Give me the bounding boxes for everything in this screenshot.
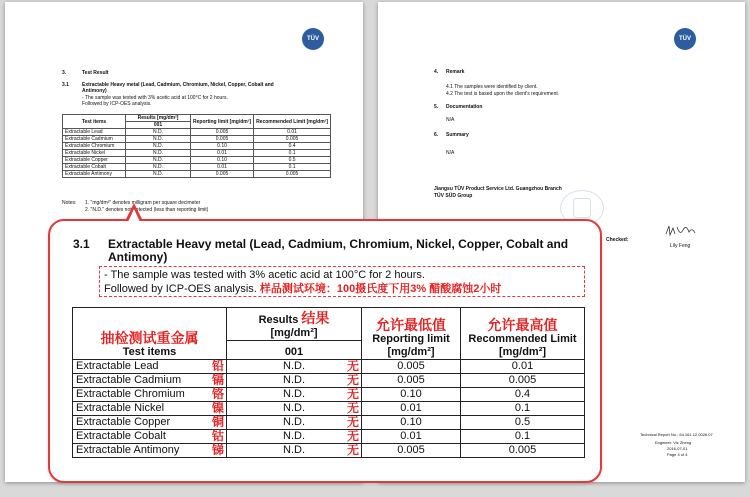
cell-result: N.D. [126, 129, 191, 136]
table-row [63, 164, 331, 171]
cell-rl: 0.10 [191, 157, 254, 164]
header-results-en: Results [258, 314, 299, 326]
header-recommended-limit [461, 308, 585, 360]
checked-label: Checked: [606, 237, 629, 243]
cell-item-en: Extractable Cadmium [76, 374, 182, 386]
header-reporting-limit-cn: 允许最低值 [376, 317, 446, 333]
notes-line-2: 2. "N.D." denotes not detected (less than reporting limit) [85, 207, 209, 213]
header-recommended-limit: Recommended Limit [mg/dm²] [254, 115, 331, 129]
cell-result [227, 374, 362, 388]
header-recommended-limit-unit: [mg/dm²] [498, 346, 547, 358]
cell-result [227, 402, 362, 416]
callout-section-title: Extractable Heavy metal (Lead, Cadmium, Chromium, Nickel, Copper, Cobalt and Antimony) [108, 237, 569, 264]
cell-item [73, 388, 227, 402]
cell-result: N.D. [126, 164, 191, 171]
table-row [73, 416, 585, 430]
header-test-items-en: Test items [122, 346, 177, 358]
cell-item-en: Extractable Copper [76, 416, 171, 428]
cell-result-en: N.D. [283, 374, 305, 386]
header-sample-id: 001 [227, 341, 362, 360]
cell-limit: 0.005 [461, 374, 585, 388]
documentation-number: 5. [434, 104, 439, 110]
cell-item-en: Extractable Chromium [76, 388, 185, 400]
table-row [73, 388, 585, 402]
table-row [63, 157, 331, 164]
test-note-1: - The sample was tested with 3% acetic acid at 100°C for 2 hours. [82, 95, 228, 101]
header-reporting-limit-unit: [mg/dm²] [387, 346, 435, 358]
cell-item-cn: 钴 [211, 429, 224, 443]
cell-limit: 0.1 [254, 150, 331, 157]
documentation-title: Documentation [446, 104, 483, 110]
table-row [63, 143, 331, 150]
footer-date: 2016-07-01 [667, 446, 688, 451]
table-row [63, 150, 331, 157]
cell-result-en: N.D. [283, 402, 305, 414]
company-group: TÜV SÜD Group [434, 193, 473, 199]
callout-section-number: 3.1 [73, 237, 90, 251]
test-note-2: Followed by ICP-OES analysis. [82, 101, 152, 107]
cell-item-cn: 镍 [211, 401, 224, 415]
tuv-logo-icon: TÜV SÜD [674, 28, 696, 50]
cell-limit: 0.4 [254, 143, 331, 150]
cell-item: Extractable Nickel [63, 150, 126, 157]
checker-name: Lily Feng [670, 243, 691, 249]
header-test-items: Test items [63, 115, 126, 129]
cell-item [73, 416, 227, 430]
company-name: Jiangsu TÜV Product Service Ltd. Guangzhou Branch [434, 186, 562, 192]
results-table [72, 307, 585, 458]
cell-limit: 0.1 [254, 164, 331, 171]
cell-rl: 0.005 [191, 129, 254, 136]
cell-item: Extractable Antimony [63, 171, 126, 178]
cell-result: N.D. [126, 157, 191, 164]
cell-result-cn: 无 [346, 401, 359, 415]
cell-item-en: Extractable Nickel [76, 402, 165, 414]
cell-result-en: N.D. [283, 360, 305, 372]
remark-line-1: 4.1 The samples were identified by client. [446, 84, 538, 90]
cell-limit: 0.4 [461, 388, 585, 402]
table-row [73, 374, 585, 388]
cell-result [227, 430, 362, 444]
cell-result-cn: 无 [346, 443, 359, 457]
results-table-small [62, 114, 331, 178]
cell-result-cn: 无 [346, 359, 359, 373]
cell-item: Extractable Copper [63, 157, 126, 164]
cell-result-en: N.D. [283, 444, 305, 456]
cell-limit: 0.01 [461, 360, 585, 374]
footer-engineer: Engineer: Viz Zheng [655, 440, 692, 445]
cell-result-cn: 无 [346, 415, 359, 429]
cell-limit: 0.005 [461, 444, 585, 458]
cell-result-cn: 无 [346, 429, 359, 443]
table-row [63, 136, 331, 143]
table-row [73, 444, 585, 458]
cell-item: Extractable Cadmium [63, 136, 126, 143]
table-row [63, 129, 331, 136]
cell-rl: 0.01 [362, 402, 461, 416]
cell-result-en: N.D. [283, 388, 305, 400]
cell-rl: 0.01 [362, 430, 461, 444]
header-test-items-cn: 抽检测试重金属 [100, 330, 199, 346]
cell-limit: 0.5 [461, 416, 585, 430]
cell-item-en: Extractable Cobalt [76, 430, 166, 442]
table-row [73, 360, 585, 374]
table-row [63, 171, 331, 178]
cell-result: N.D. [126, 143, 191, 150]
header-results [227, 308, 362, 341]
cell-rl: 0.005 [191, 136, 254, 143]
cell-item [73, 360, 227, 374]
summary-title: Summary [446, 132, 469, 138]
subsection-title-line2: Antimony) [82, 88, 107, 94]
header-recommended-limit-en: Recommended Limit [468, 333, 577, 345]
cell-item [73, 444, 227, 458]
tuv-logo-icon: TÜV SÜD [302, 28, 324, 50]
cell-rl: 0.005 [362, 374, 461, 388]
cell-item: Extractable Cobalt [63, 164, 126, 171]
section-title: Test Result [82, 70, 109, 76]
cell-result: N.D. [126, 150, 191, 157]
cell-rl: 0.005 [191, 171, 254, 178]
cell-item-en: Extractable Antimony [76, 444, 180, 456]
table-row [73, 430, 585, 444]
cell-limit: 0.005 [254, 136, 331, 143]
remark-title: Remark [446, 69, 465, 75]
cell-item-cn: 锑 [211, 443, 224, 457]
header-reporting-limit: Reporting limit [mg/dm²] [191, 115, 254, 129]
cell-item-cn: 铅 [211, 359, 224, 373]
cell-item: Extractable Lead [63, 129, 126, 136]
cell-result: N.D. [126, 171, 191, 178]
zoom-callout [48, 219, 602, 483]
cell-limit: 0.1 [461, 402, 585, 416]
callout-note-2-cn: 样品测试环境：100摄氏度下用3% 醋酸腐蚀2小时 [259, 283, 502, 295]
cell-result-cn: 无 [346, 387, 359, 401]
cell-rl: 0.10 [362, 416, 461, 430]
footer-page: Page 4 of 4 [667, 452, 688, 457]
documentation-value: N/A [446, 117, 455, 123]
cell-item [73, 374, 227, 388]
cell-limit: 0.01 [254, 129, 331, 136]
remark-number: 4. [434, 69, 439, 75]
summary-value: N/A [446, 150, 455, 156]
cell-result: N.D. [126, 136, 191, 143]
cell-rl: 0.10 [362, 388, 461, 402]
callout-note-1: - The sample was tested with 3% acetic acid at 100°C for 2 hours. [104, 269, 425, 281]
cell-rl: 0.01 [191, 164, 254, 171]
cell-result [227, 388, 362, 402]
cell-item-cn: 铜 [211, 415, 224, 429]
cell-item [73, 402, 227, 416]
cell-rl: 0.01 [191, 150, 254, 157]
footer-report-no: Technical Report No.: 64.161.12.0026.07 [640, 432, 713, 437]
cell-result [227, 360, 362, 374]
cell-rl: 0.005 [362, 444, 461, 458]
section-number: 3. [62, 70, 67, 76]
cell-item [73, 430, 227, 444]
cell-result-cn: 无 [346, 373, 359, 387]
callout-note-2 [104, 283, 501, 295]
cell-item-cn: 镉 [211, 373, 224, 387]
cell-item: Extractable Chromium [63, 143, 126, 150]
header-results: Results [mg/dm²] [126, 115, 191, 122]
callout-note-2-en: Followed by ICP-OES analysis. [104, 283, 257, 295]
subsection-number: 3.1 [62, 82, 69, 88]
header-sample-id: 001 [126, 122, 191, 129]
notes-label: Notes: [62, 200, 77, 206]
summary-number: 6. [434, 132, 439, 138]
header-recommended-limit-cn: 允许最高值 [487, 317, 558, 333]
subsection-title-line1: Extractable Heavy metal (Lead, Cadmium, Chromium, Nickel, Copper, Cobalt and [82, 82, 274, 88]
header-reporting-limit [362, 308, 461, 360]
cell-rl: 0.005 [362, 360, 461, 374]
table-row [73, 402, 585, 416]
header-results-cn: 结果 [301, 310, 330, 326]
header-reporting-limit-en: Reporting limit [372, 333, 450, 345]
remark-line-2: 4.2 The test is based upon the client's requirement. [446, 91, 560, 97]
cell-item-en: Extractable Lead [76, 360, 159, 372]
header-results-unit: [mg/dm²] [270, 327, 318, 339]
cell-result [227, 416, 362, 430]
header-test-items [73, 308, 227, 360]
cell-limit: 0.1 [461, 430, 585, 444]
cell-rl: 0.10 [191, 143, 254, 150]
cell-result [227, 444, 362, 458]
cell-result-en: N.D. [283, 416, 305, 428]
cell-limit: 0.5 [254, 157, 331, 164]
cell-limit: 0.005 [254, 171, 331, 178]
signature-icon [664, 224, 698, 238]
cell-result-en: N.D. [283, 430, 305, 442]
cell-item-cn: 铬 [211, 387, 224, 401]
notes-line-1: 1. "mg/dm²" denotes milligram per square decimeter [85, 200, 201, 206]
